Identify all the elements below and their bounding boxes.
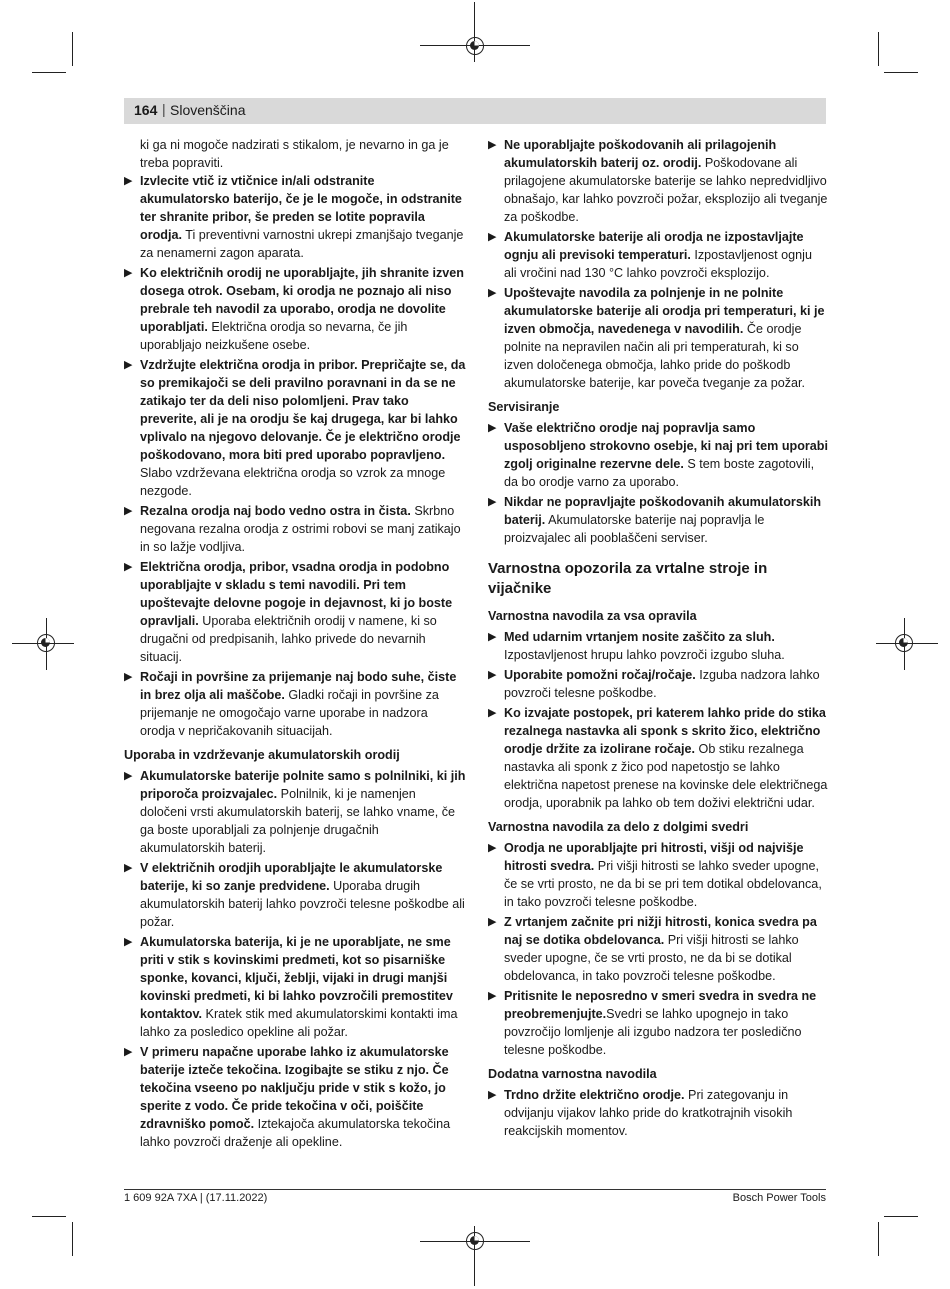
- registration-mark-icon: [466, 37, 484, 55]
- list-item: [488, 284, 828, 392]
- list-item: [488, 1086, 828, 1140]
- instruction-text: Če orodje polnite na nepravilen način ali pri temperaturah, ki so izven določenega območja, lahko pride do poškodb akumulatorske baterije, kar poveča tveganje za požar.: [504, 322, 806, 390]
- right-column: [488, 136, 828, 1142]
- bullet-arrow-icon: ▶: [488, 707, 497, 719]
- bullet-arrow-icon: ▶: [124, 175, 133, 187]
- bullet-arrow-icon: ▶: [488, 287, 497, 299]
- instruction-text: Električna orodja so nevarna, če jih uporabljajo neizkušene osebe.: [140, 320, 408, 352]
- bullet-arrow-icon: ▶: [124, 671, 133, 683]
- crop-mark: [72, 32, 73, 66]
- instruction-text: Iztekajoča akumulatorska tekočina lahko povzroči draženje ali opekline.: [140, 1117, 451, 1149]
- list-item: [488, 228, 828, 282]
- maintenance-list: [124, 172, 466, 740]
- bullet-arrow-icon: ▶: [488, 990, 497, 1002]
- instruction-bold: Vzdržujte električna orodja in pribor. Prepričajte se, da so premikajoči se deli pravilno poravnani in da se ne zatikajo ter da deli niso polomljeni. Prav tako preverite, ali je na orodju še kaj drugega, kar bi lahko vplivalo na njegovo delovanje. Če je električno orodje poškodovano, mora biti pred uporabo popravljeno.: [140, 358, 466, 462]
- battery-list: [124, 767, 466, 1151]
- instruction-text: Pri zategovanju in odvijanju vijakov lahko pride do kratkotrajnih visokih reakcijskih momentov.: [504, 1088, 793, 1138]
- additional-list: [488, 1086, 828, 1140]
- instruction-bold: Z vrtanjem začnite pri nižji hitrosti, konica svedra pa naj se dotika obdelovanca.: [504, 915, 817, 947]
- list-item: [488, 987, 828, 1059]
- instruction-bold: Rezalna orodja naj bodo vedno ostra in čista.: [140, 504, 411, 518]
- header-language: Slovenščina: [170, 102, 246, 118]
- instruction-bold: V električnih orodjih uporabljajte le akumulatorske baterije, ki so zanje predvidene.: [140, 861, 443, 893]
- section-title: Varnostna opozorila za vrtalne stroje in vijačnike: [488, 560, 768, 597]
- footer-brand: Bosch Power Tools: [732, 1192, 826, 1204]
- service-heading: Servisiranje: [488, 400, 560, 414]
- list-item: [488, 913, 828, 985]
- instruction-text: Ti preventivni varnostni ukrepi zmanjšajo tveganje za nenamerni zagon aparata.: [140, 228, 464, 260]
- list-item: [124, 264, 466, 354]
- bullet-arrow-icon: ▶: [124, 770, 133, 782]
- list-item: [488, 704, 828, 812]
- instruction-bold: Vaše električno orodje naj popravlja samo usposobljeno strokovno osebje, ki naj pri tem uporabi zgolj originalne rezervne dele.: [504, 421, 828, 471]
- bullet-arrow-icon: ▶: [124, 862, 133, 874]
- list-item: [124, 1043, 466, 1151]
- bullet-arrow-icon: ▶: [488, 231, 497, 243]
- instruction-bold: Ne uporabljajte poškodovanih ali prilagojenih akumulatorskih baterij oz. orodij.: [504, 138, 777, 170]
- long-bits-list: [488, 839, 828, 1059]
- all-operations-list: [488, 628, 828, 812]
- instruction-text: Izguba nadzora lahko povzroči telesne poškodbe.: [504, 668, 820, 700]
- instruction-text: Svedri se lahko upognejo in tako povzročijo lomljenje ali izgubo nadzora ter posledično telesne poškodbe.: [504, 1007, 802, 1057]
- list-item: [488, 628, 828, 664]
- instruction-bold: Ročaji in površine za prijemanje naj bodo suhe, čiste in brez olja ali maščobe.: [140, 670, 457, 702]
- bullet-arrow-icon: ▶: [488, 916, 497, 928]
- bullet-arrow-icon: ▶: [488, 631, 497, 643]
- left-column: [124, 136, 466, 1153]
- instruction-text: Pri višji hitrosti se lahko sveder upogne, če se vrti prosto, ne da bi se dotikal obdelovanca, in tako povzroči telesne poškodbe.: [504, 933, 799, 983]
- bullet-arrow-icon: ▶: [488, 496, 497, 508]
- bullet-arrow-icon: ▶: [488, 669, 497, 681]
- list-item: [488, 493, 828, 547]
- instruction-text: Pri višji hitrosti se lahko sveder upogne, če se vrti prosto, ne da bi se pri tem dotikal obdelovanca, in tako povzroči telesne poškodbe.: [504, 859, 822, 909]
- instruction-text: Polnilnik, ki je namenjen določeni vrsti akumulatorskih baterij, se lahko vname, če ga boste uporabljali za polnjenje drugačnih akumulatorskih baterij.: [140, 787, 455, 855]
- instruction-text: Uporaba drugih akumulatorskih baterij lahko povzroči telesne poškodbe ali požar.: [140, 879, 465, 929]
- service-list: [488, 419, 828, 547]
- list-item: [124, 859, 466, 931]
- crop-mark: [884, 72, 918, 73]
- instruction-bold: Nikdar ne popravljajte poškodovanih akumulatorskih baterij.: [504, 495, 822, 527]
- list-item: [124, 933, 466, 1041]
- bullet-arrow-icon: ▶: [124, 1046, 133, 1058]
- bullet-arrow-icon: ▶: [124, 936, 133, 948]
- instruction-bold: Akumulatorska baterija, ki je ne uporabljate, ne sme priti v stik s kovinskimi predmeti, kot so pisarniške sponke, kovanci, ključi, žeblji, vijaki in drugi manjši kovinski predmeti, ki bi lahko povzročili premostitev kontaktov.: [140, 935, 453, 1021]
- bullet-arrow-icon: ▶: [124, 561, 133, 573]
- all-operations-heading: Varnostna navodila za vsa opravila: [488, 609, 697, 623]
- list-item: [124, 767, 466, 857]
- header-separator: |: [162, 101, 166, 117]
- crop-mark: [878, 1222, 879, 1256]
- continued-paragraph: ki ga ni mogoče nadzirati s stikalom, je nevarno in ga je treba popraviti.: [140, 138, 449, 170]
- page-number: 164: [134, 102, 158, 118]
- instruction-text: Skrbno negovana rezalna orodja z ostrimi robovi se manj zatikajo in so lažje vodljiva.: [140, 504, 461, 554]
- page-header: [124, 98, 826, 124]
- crop-mark: [878, 32, 879, 66]
- bullet-arrow-icon: ▶: [488, 139, 497, 151]
- instruction-bold: V primeru napačne uporabe lahko iz akumulatorske baterije izteče tekočina. Izogibajte se stiku z njo. Če tekočina vseeno po naključju pride v stik s kožo, jo sperite z vodo. Če pride tekočina v oči, poiščite zdravniško pomoč.: [140, 1045, 449, 1131]
- bullet-arrow-icon: ▶: [124, 267, 133, 279]
- bullet-arrow-icon: ▶: [488, 842, 497, 854]
- footer-doc-number: 1 609 92A 7XA | (17.11.2022): [124, 1192, 268, 1204]
- instruction-text: Izpostavljenost ognju ali vročini nad 130 °C lahko povzroči eksplozijo.: [504, 248, 812, 280]
- instruction-text: Poškodovane ali prilagojene akumulatorske baterije se lahko nepredvidljivo obnašajo, kar lahko povzroči požar, eksplozijo ali tveganje za poškodbe.: [504, 156, 828, 224]
- additional-heading: Dodatna varnostna navodila: [488, 1067, 657, 1081]
- bullet-arrow-icon: ▶: [124, 359, 133, 371]
- instruction-text: Uporaba električnih orodij v namene, ki so drugačni od predpisanih, lahko privede do nevarnih situacij.: [140, 614, 437, 664]
- instruction-text: Gladki ročaji in površine za prijemanje ne omogočajo varne uporabe in nadzora orodja v nepričakovanih situacijah.: [140, 688, 439, 738]
- registration-mark-icon: [466, 1232, 484, 1250]
- crop-mark: [884, 1216, 918, 1217]
- list-item: [124, 558, 466, 666]
- instruction-bold: Akumulatorske baterije polnite samo s polnilniki, ki jih priporoča proizvajalec.: [140, 769, 466, 801]
- footer-rule: [124, 1189, 826, 1190]
- instruction-bold: Med udarnim vrtanjem nosite zaščito za sluh.: [504, 630, 775, 644]
- crop-mark: [72, 1222, 73, 1256]
- battery-continued-list: [488, 136, 828, 392]
- instruction-text: Ob stiku rezalnega nastavka ali sponk z žico pod napetostjo se lahko električna napetost prenese na kovinske dele električnega orodja, uporabnik pa lahko ob tem doživi električni udar.: [504, 742, 828, 810]
- list-item: [488, 136, 828, 226]
- instruction-bold: Ko električnih orodij ne uporabljajte, jih shranite izven dosega otrok. Osebam, ki orodja ne poznajo ali niso prebrale teh navodil za uporabo, orodja ne dovolite uporabljati.: [140, 266, 465, 334]
- instruction-bold: Trdno držite električno orodje.: [504, 1088, 685, 1102]
- instruction-text: Akumulatorske baterije naj popravlja le proizvajalec ali pooblaščeni serviser.: [504, 513, 765, 545]
- instruction-text: Izpostavljenost hrupu lahko povzroči izgubo sluha.: [504, 648, 785, 662]
- instruction-bold: Akumulatorske baterije ali orodja ne izpostavljajte ognju ali previsoki temperaturi.: [504, 230, 804, 262]
- list-item: [124, 356, 466, 500]
- list-item: [124, 502, 466, 556]
- instruction-bold: Električna orodja, pribor, vsadna orodja in podobno uporabljajte v skladu s temi navodili. Pri tem upoštevajte delovne pogoje in dejavnost, ki jo boste opravljali.: [140, 560, 453, 628]
- bullet-arrow-icon: ▶: [488, 422, 497, 434]
- registration-mark-icon: [895, 634, 913, 652]
- instruction-bold: Ko izvajate postopek, pri katerem lahko pride do stika rezalnega nastavka ali sponk s skrito žico, električno orodje držite za izolirane ročaje.: [504, 706, 826, 756]
- instruction-bold: Pritisnite le neposredno v smeri svedra in svedra ne preobremenjujte.: [504, 989, 817, 1021]
- instruction-text: Slabo vzdrževana električna orodja so vzrok za mnoge nezgode.: [140, 466, 446, 498]
- bullet-arrow-icon: ▶: [124, 505, 133, 517]
- bullet-arrow-icon: ▶: [488, 1089, 497, 1101]
- crop-mark: [32, 1216, 66, 1217]
- list-item: [124, 668, 466, 740]
- instruction-text: S tem boste zagotovili, da bo orodje varno za uporabo.: [504, 457, 815, 489]
- list-item: [488, 419, 828, 491]
- instruction-text: Kratek stik med akumulatorskimi kontakti ima lahko za posledico opekline ali požar.: [140, 1007, 458, 1039]
- instruction-bold: Uporabite pomožni ročaj/ročaje.: [504, 668, 696, 682]
- instruction-bold: Upoštevajte navodila za polnjenje in ne polnite akumulatorske baterije ali orodja pri temperaturi, ki je izven območja, navedenega v navodilih.: [504, 286, 825, 336]
- long-bits-heading: Varnostna navodila za delo z dolgimi svedri: [488, 820, 749, 834]
- crop-mark: [32, 72, 66, 73]
- battery-heading: Uporaba in vzdrževanje akumulatorskih orodij: [124, 748, 400, 762]
- instruction-bold: Orodja ne uporabljajte pri hitrosti, višji od najvišje hitrosti svedra.: [504, 841, 804, 873]
- list-item: [124, 172, 466, 262]
- list-item: [488, 839, 828, 911]
- instruction-bold: Izvlecite vtič iz vtičnice in/ali odstranite akumulatorsko baterijo, če je le mogoče, in odstranite ter shranite pribor, še preden se lotite popravila orodja.: [140, 174, 462, 242]
- registration-mark-icon: [37, 634, 55, 652]
- list-item: [488, 666, 828, 702]
